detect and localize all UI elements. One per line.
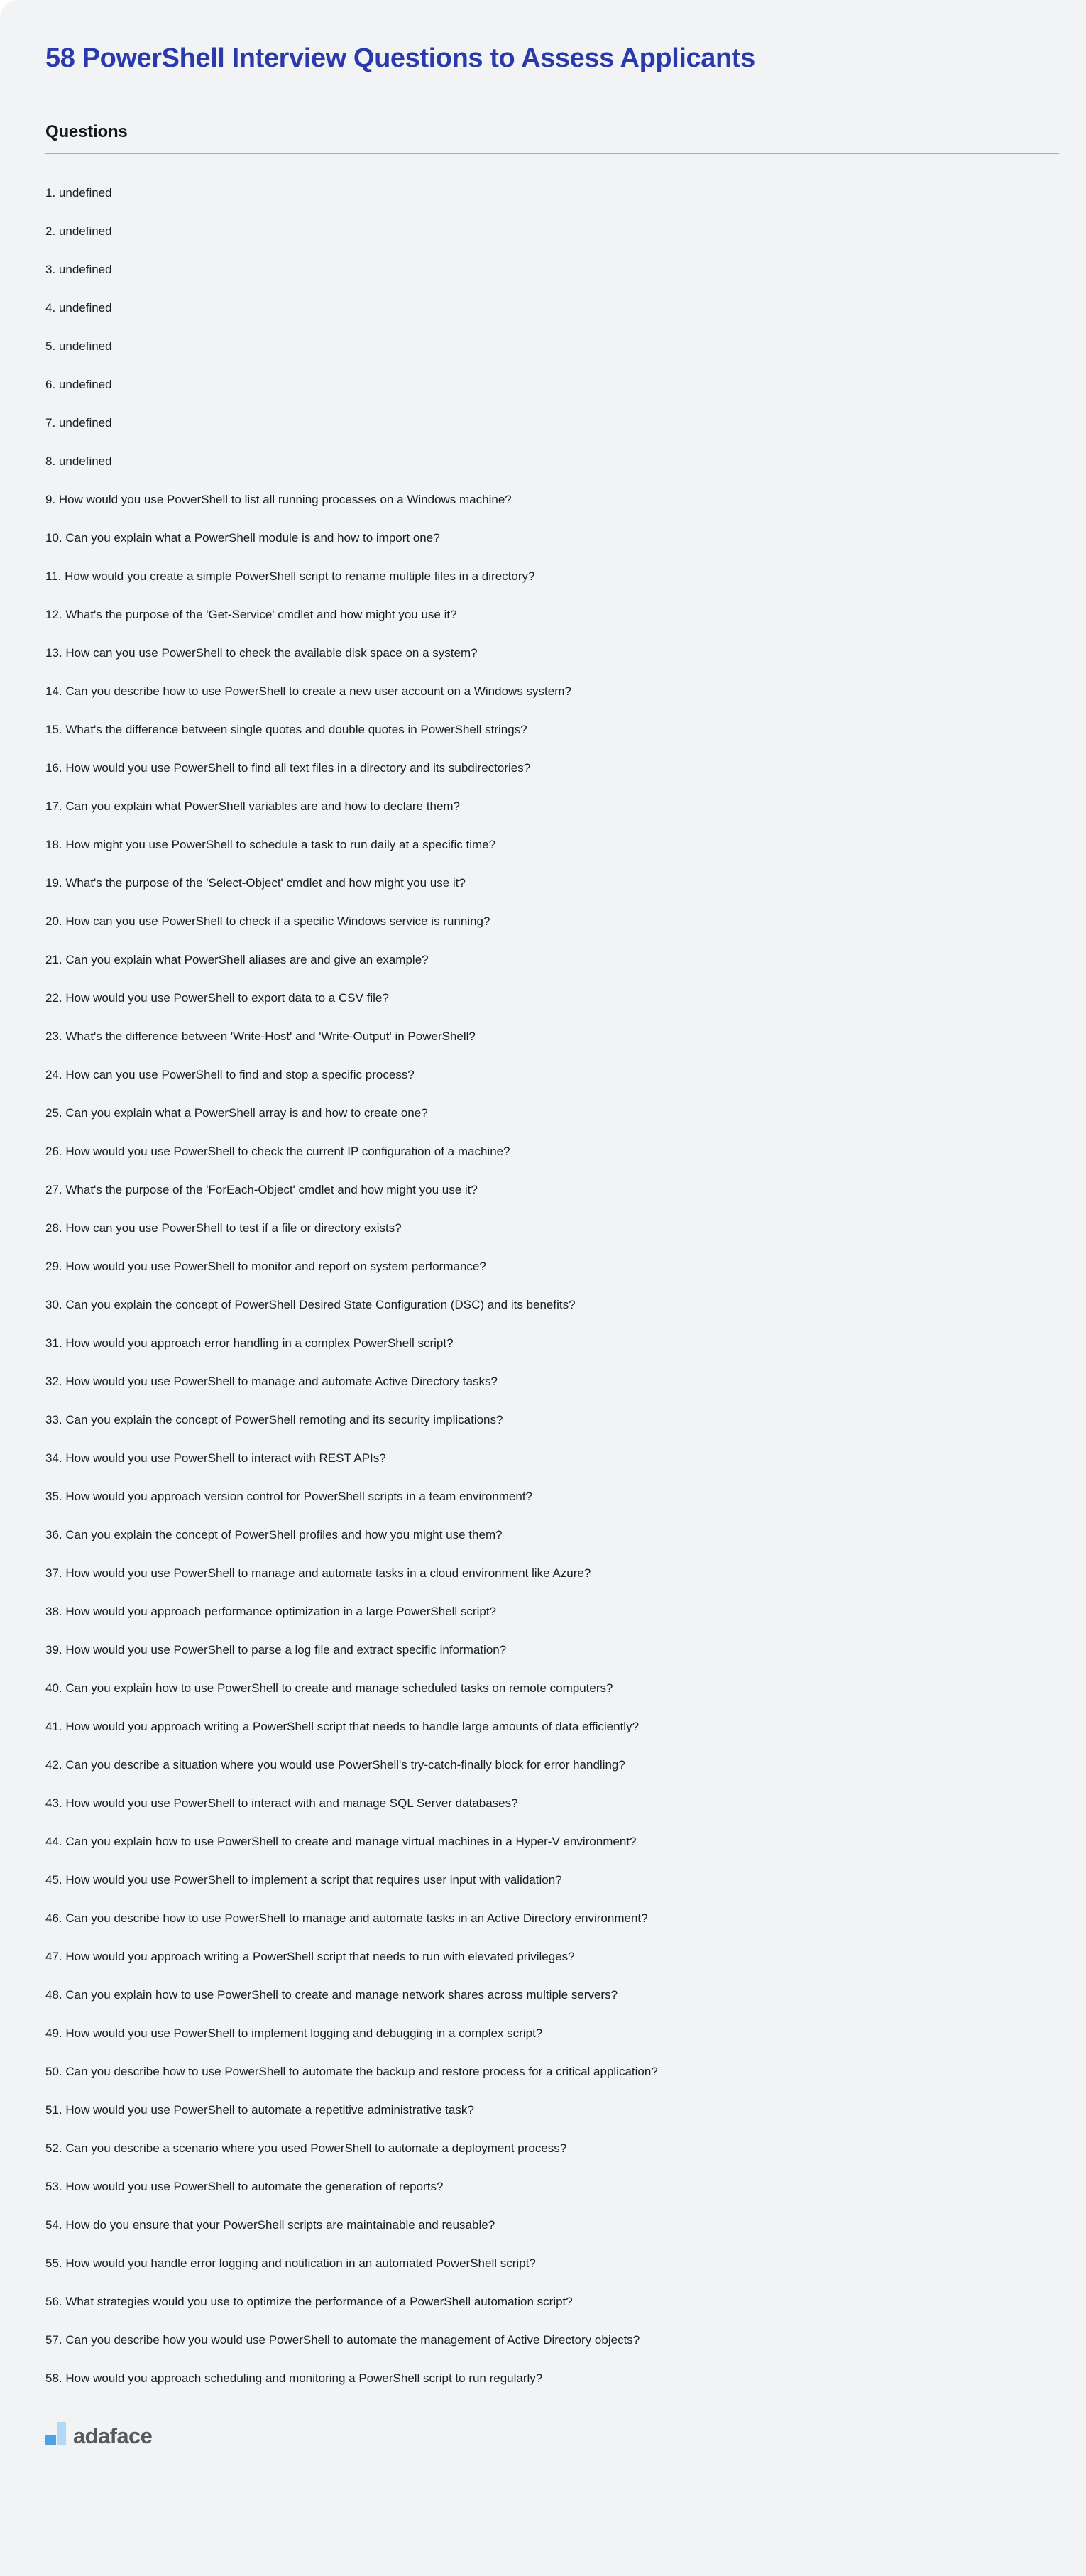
- question-number: 28.: [45, 1221, 66, 1235]
- question-number: 45.: [45, 1872, 66, 1887]
- question-number: 26.: [45, 1144, 66, 1158]
- question-item: [45, 1067, 1059, 1083]
- question-item: [45, 607, 1059, 623]
- question-item: [45, 914, 1059, 929]
- question-item: [45, 2332, 1059, 2348]
- question-item: [45, 2217, 1059, 2233]
- question-item: [45, 1259, 1059, 1275]
- question-number: 13.: [45, 645, 66, 660]
- question-number: 11.: [45, 569, 65, 583]
- question-item: [45, 684, 1059, 699]
- question-text: How would you use PowerShell to check the current IP configuration of a machine?: [65, 1144, 510, 1158]
- question-number: 48.: [45, 1987, 66, 2002]
- question-item: [45, 1872, 1059, 1888]
- question-text: What's the purpose of the 'Select-Object' cmdlet and how might you use it?: [65, 875, 466, 890]
- question-text: How might you use PowerShell to schedule a task to run daily at a specific time?: [65, 837, 496, 851]
- question-text: How would you use PowerShell to parse a log file and extract specific information?: [65, 1642, 507, 1657]
- question-item: [45, 2064, 1059, 2080]
- adaface-logo-text: adaface: [73, 2423, 153, 2448]
- question-item: [45, 1796, 1059, 1811]
- question-number: 41.: [45, 1719, 66, 1733]
- questions-list: [45, 185, 1059, 2386]
- adaface-logo: [45, 2422, 153, 2448]
- question-text: How would you handle error logging and notification in an automated PowerShell script?: [65, 2256, 536, 2270]
- question-item: [45, 1757, 1059, 1773]
- question-text: How would you use PowerShell to monitor and report on system performance?: [65, 1259, 486, 1273]
- question-number: 58.: [45, 2371, 66, 2385]
- question-item: [45, 1451, 1059, 1466]
- question-number: 10.: [45, 530, 66, 545]
- question-number: 4.: [45, 300, 59, 315]
- question-number: 30.: [45, 1297, 66, 1311]
- question-number: 38.: [45, 1604, 66, 1618]
- question-text: undefined: [58, 339, 112, 353]
- question-item: [45, 1336, 1059, 1351]
- question-number: 16.: [45, 760, 66, 775]
- question-text: Can you explain the concept of PowerShell profiles and how you might use them?: [65, 1527, 503, 1541]
- question-number: 50.: [45, 2064, 66, 2078]
- question-text: How would you approach performance optimization in a large PowerShell script?: [65, 1604, 497, 1618]
- question-item: [45, 2141, 1059, 2156]
- question-number: 46.: [45, 1911, 66, 1925]
- question-text: How can you use PowerShell to check if a specific Windows service is running?: [65, 914, 490, 928]
- question-text: How can you use PowerShell to find and stop a specific process?: [65, 1067, 415, 1081]
- question-number: 42.: [45, 1757, 66, 1772]
- question-text: How would you approach writing a PowerShell script that needs to run with elevated privileges?: [65, 1949, 575, 1963]
- question-text: How would you use PowerShell to manage and automate Active Directory tasks?: [65, 1374, 498, 1388]
- question-item: [45, 1297, 1059, 1313]
- question-text: How would you approach version control for PowerShell scripts in a team environment?: [65, 1489, 533, 1503]
- question-number: 43.: [45, 1796, 66, 1810]
- question-text: What's the difference between 'Write-Host' and 'Write-Output' in PowerShell?: [65, 1029, 476, 1043]
- question-number: 3.: [45, 262, 59, 276]
- question-item: [45, 2026, 1059, 2041]
- question-text: Can you explain how to use PowerShell to create and manage scheduled tasks on remote computers?: [65, 1681, 613, 1695]
- question-number: 9.: [45, 492, 59, 506]
- question-item: [45, 377, 1059, 393]
- question-item: [45, 1182, 1059, 1198]
- question-item: [45, 990, 1059, 1006]
- question-item: [45, 760, 1059, 776]
- question-item: [45, 415, 1059, 431]
- question-number: 1.: [45, 185, 59, 200]
- bar-chart-icon: [45, 2422, 67, 2445]
- question-text: Can you explain what a PowerShell module is and how to import one?: [65, 530, 440, 545]
- question-text: undefined: [58, 377, 112, 391]
- question-text: How can you use PowerShell to check the available disk space on a system?: [65, 645, 478, 660]
- question-item: [45, 1412, 1059, 1428]
- question-item: [45, 1144, 1059, 1159]
- question-number: 39.: [45, 1642, 66, 1657]
- question-item: [45, 1527, 1059, 1543]
- question-text: Can you describe how you would use PowerShell to automate the management of Active Directory objects?: [65, 2332, 640, 2347]
- question-item: [45, 2371, 1059, 2386]
- question-text: How would you use PowerShell to automate the generation of reports?: [65, 2179, 444, 2193]
- question-text: How would you approach error handling in a complex PowerShell script?: [65, 1336, 454, 1350]
- question-number: 21.: [45, 952, 66, 966]
- question-item: [45, 799, 1059, 814]
- question-text: How would you approach writing a PowerShell script that needs to handle large amounts of data efficiently?: [65, 1719, 640, 1733]
- question-item: [45, 262, 1059, 278]
- question-number: 14.: [45, 684, 66, 698]
- questions-section-heading: Questions: [45, 121, 128, 141]
- question-number: 49.: [45, 2026, 66, 2040]
- question-text: Can you describe how to use PowerShell to manage and automate tasks in an Active Directory environment?: [65, 1911, 648, 1925]
- question-item: [45, 454, 1059, 469]
- question-text: Can you explain how to use PowerShell to create and manage network shares across multiple servers?: [65, 1987, 618, 2002]
- question-text: How would you use PowerShell to interact with REST APIs?: [65, 1451, 386, 1465]
- question-item: [45, 1834, 1059, 1850]
- question-text: What's the purpose of the 'Get-Service' cmdlet and how might you use it?: [65, 607, 457, 621]
- question-item: [45, 722, 1059, 738]
- question-number: 36.: [45, 1527, 66, 1541]
- question-number: 17.: [45, 799, 66, 813]
- question-text: How can you use PowerShell to test if a file or directory exists?: [65, 1221, 402, 1235]
- question-text: undefined: [58, 300, 112, 315]
- question-number: 18.: [45, 837, 66, 851]
- question-number: 32.: [45, 1374, 66, 1388]
- question-text: Can you explain the concept of PowerShell remoting and its security implications?: [65, 1412, 503, 1426]
- question-text: Can you explain how to use PowerShell to create and manage virtual machines in a Hyper-V environment?: [65, 1834, 637, 1848]
- question-number: 55.: [45, 2256, 66, 2270]
- question-item: [45, 492, 1059, 508]
- footer: [45, 2422, 1059, 2449]
- question-item: [45, 837, 1059, 853]
- question-text: How do you ensure that your PowerShell scripts are maintainable and reusable?: [65, 2217, 495, 2232]
- question-item: [45, 2294, 1059, 2310]
- question-number: 53.: [45, 2179, 66, 2193]
- question-number: 8.: [45, 454, 59, 468]
- question-number: 31.: [45, 1336, 66, 1350]
- question-item: [45, 300, 1059, 316]
- question-text: How would you use PowerShell to implement logging and debugging in a complex script?: [65, 2026, 543, 2040]
- question-item: [45, 645, 1059, 661]
- question-number: 29.: [45, 1259, 66, 1273]
- question-number: 52.: [45, 2141, 66, 2155]
- question-text: Can you explain what PowerShell aliases are and give an example?: [65, 952, 429, 966]
- question-number: 56.: [45, 2294, 66, 2308]
- question-text: How would you use PowerShell to automate a repetitive administrative task?: [65, 2102, 474, 2117]
- question-text: Can you explain what a PowerShell array is and how to create one?: [65, 1106, 428, 1120]
- question-item: [45, 569, 1059, 584]
- question-item: [45, 1681, 1059, 1696]
- question-text: undefined: [58, 224, 112, 238]
- page-title: 58 PowerShell Interview Questions to Assess Applicants: [45, 43, 755, 73]
- question-number: 25.: [45, 1106, 66, 1120]
- question-number: 54.: [45, 2217, 66, 2232]
- question-number: 20.: [45, 914, 66, 928]
- question-number: 22.: [45, 990, 66, 1005]
- question-number: 33.: [45, 1412, 66, 1426]
- question-item: [45, 2256, 1059, 2271]
- question-text: Can you describe how to use PowerShell to create a new user account on a Windows system?: [65, 684, 571, 698]
- question-text: What's the difference between single quotes and double quotes in PowerShell strings?: [65, 722, 527, 736]
- question-text: What strategies would you use to optimize the performance of a PowerShell automation script?: [65, 2294, 573, 2308]
- question-text: Can you describe a scenario where you used PowerShell to automate a deployment process?: [65, 2141, 567, 2155]
- question-item: [45, 2102, 1059, 2118]
- question-item: [45, 1719, 1059, 1735]
- question-number: 37.: [45, 1566, 66, 1580]
- question-number: 24.: [45, 1067, 66, 1081]
- question-item: [45, 339, 1059, 354]
- question-item: [45, 1106, 1059, 1121]
- question-text: How would you use PowerShell to manage and automate tasks in a cloud environment like Azure?: [65, 1566, 591, 1580]
- question-number: 51.: [45, 2102, 66, 2117]
- question-number: 23.: [45, 1029, 66, 1043]
- question-text: What's the purpose of the 'ForEach-Object' cmdlet and how might you use it?: [65, 1182, 478, 1196]
- question-text: How would you use PowerShell to list all running processes on a Windows machine?: [58, 492, 512, 506]
- question-item: [45, 1374, 1059, 1390]
- question-text: undefined: [58, 454, 112, 468]
- question-item: [45, 875, 1059, 891]
- question-number: 2.: [45, 224, 59, 238]
- question-number: 47.: [45, 1949, 66, 1963]
- question-text: How would you use PowerShell to export data to a CSV file?: [65, 990, 389, 1005]
- question-text: Can you explain what PowerShell variables are and how to declare them?: [65, 799, 461, 813]
- question-text: Can you explain the concept of PowerShell Desired State Configuration (DSC) and its benefits?: [65, 1297, 576, 1311]
- question-item: [45, 2179, 1059, 2195]
- question-number: 34.: [45, 1451, 66, 1465]
- question-item: [45, 530, 1059, 546]
- question-text: Can you describe a situation where you would use PowerShell's try-catch-finally block for error handling?: [65, 1757, 625, 1772]
- question-item: [45, 1566, 1059, 1581]
- question-item: [45, 1642, 1059, 1658]
- question-item: [45, 952, 1059, 968]
- question-item: [45, 224, 1059, 239]
- question-number: 35.: [45, 1489, 66, 1503]
- question-text: How would you use PowerShell to find all text files in a directory and its subdirectories?: [65, 760, 531, 775]
- question-text: How would you use PowerShell to interact with and manage SQL Server databases?: [65, 1796, 518, 1810]
- question-text: How would you approach scheduling and monitoring a PowerShell script to run regularly?: [65, 2371, 543, 2385]
- question-item: [45, 1911, 1059, 1926]
- question-number: 7.: [45, 415, 59, 430]
- question-item: [45, 185, 1059, 201]
- question-number: 27.: [45, 1182, 66, 1196]
- question-number: 5.: [45, 339, 59, 353]
- question-text: undefined: [58, 415, 112, 430]
- question-number: 12.: [45, 607, 66, 621]
- question-number: 6.: [45, 377, 59, 391]
- question-text: How would you use PowerShell to implement a script that requires user input with validation?: [65, 1872, 562, 1887]
- question-text: undefined: [58, 185, 112, 200]
- question-number: 40.: [45, 1681, 66, 1695]
- question-number: 19.: [45, 875, 66, 890]
- question-item: [45, 1604, 1059, 1620]
- question-text: Can you describe how to use PowerShell to automate the backup and restore process for a critical application?: [65, 2064, 658, 2078]
- question-text: How would you create a simple PowerShell script to rename multiple files in a directory?: [65, 569, 535, 583]
- question-item: [45, 1489, 1059, 1505]
- question-item: [45, 1987, 1059, 2003]
- question-item: [45, 1221, 1059, 1236]
- question-number: 15.: [45, 722, 66, 736]
- question-text: undefined: [58, 262, 112, 276]
- section-divider: [45, 153, 1059, 154]
- question-item: [45, 1949, 1059, 1965]
- question-number: 57.: [45, 2332, 66, 2347]
- question-item: [45, 1029, 1059, 1044]
- question-number: 44.: [45, 1834, 66, 1848]
